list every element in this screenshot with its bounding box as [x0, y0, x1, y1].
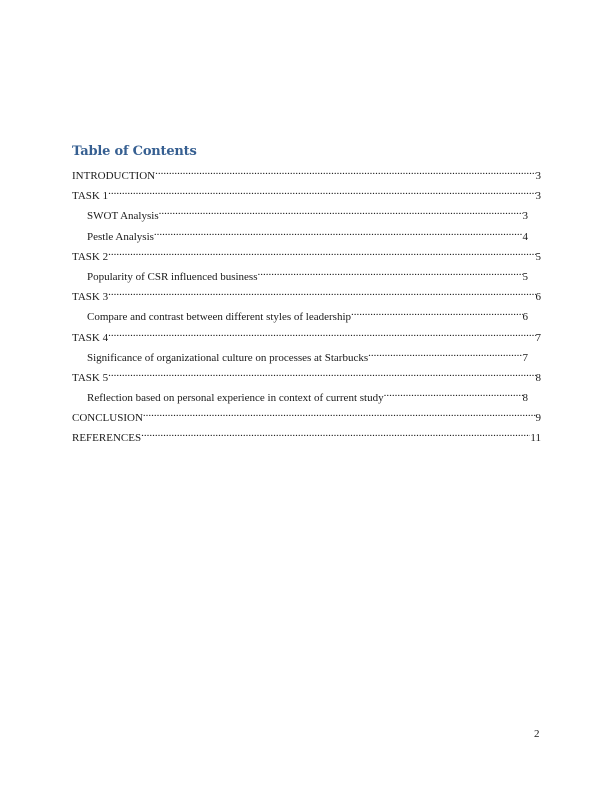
toc-entry-label: TASK 2 [72, 250, 109, 263]
dot-leader [159, 203, 523, 219]
toc-entry-label: TASK 3 [72, 291, 109, 304]
toc-entry-label: TASK 5 [72, 371, 109, 384]
dot-leader [155, 163, 535, 179]
dot-leader [351, 304, 522, 320]
toc-entry-leadership-styles[interactable] [72, 304, 528, 324]
dot-leader [108, 183, 535, 199]
toc-entry-page: 4 [522, 230, 528, 243]
dot-leader [141, 425, 530, 441]
toc-entry-task-4[interactable] [72, 325, 541, 345]
toc-entry-label: SWOT Analysis [87, 210, 159, 223]
toc-entry-conclusion[interactable] [72, 405, 541, 425]
dot-leader [384, 385, 523, 401]
toc-entry-organizational-culture[interactable] [72, 345, 528, 365]
toc-entry-task-3[interactable] [72, 284, 541, 304]
table-of-contents [72, 163, 542, 446]
toc-entry-label: TASK 4 [72, 331, 109, 344]
toc-entry-label: Pestle Analysis [87, 230, 154, 243]
dot-leader [108, 325, 535, 341]
dot-leader [154, 224, 523, 240]
page-number: 2 [534, 728, 540, 740]
toc-entry-label: Compare and contrast between different styles of leadership [87, 311, 352, 324]
toc-heading: Table of Contents [72, 144, 197, 159]
toc-entry-page: 6 [522, 311, 528, 324]
toc-entry-page: 5 [522, 270, 528, 283]
toc-entry-pestle-analysis[interactable] [72, 224, 528, 244]
toc-entry-page: 3 [535, 170, 541, 182]
toc-entry-page: 7 [535, 331, 541, 344]
toc-entry-label: Popularity of CSR influenced business [87, 270, 258, 283]
toc-entry-task-2[interactable] [72, 244, 541, 264]
dot-leader [258, 264, 523, 280]
toc-entry-introduction[interactable] [72, 163, 541, 183]
toc-entry-task-5[interactable] [72, 365, 541, 385]
dot-leader [108, 365, 535, 381]
toc-entry-page: 8 [535, 371, 541, 384]
toc-entry-label: TASK 1 [72, 190, 109, 203]
toc-entry-page: 9 [535, 412, 541, 425]
toc-entry-swot-analysis[interactable] [72, 203, 528, 223]
toc-entry-page: 3 [535, 190, 541, 203]
dot-leader [108, 244, 535, 260]
toc-entry-page: 11 [530, 432, 541, 445]
toc-entry-label: REFERENCES [72, 432, 142, 445]
dot-leader [368, 345, 522, 361]
toc-entry-csr-popularity[interactable] [72, 264, 528, 284]
toc-entry-page: 7 [522, 351, 528, 364]
toc-entry-page: 3 [522, 210, 528, 223]
toc-entry-label: INTRODUCTION [72, 170, 156, 182]
toc-entry-label: Significance of organizational culture on processes at Starbucks [87, 351, 369, 364]
toc-entry-page: 8 [522, 392, 528, 405]
toc-entry-reflection[interactable] [72, 385, 528, 405]
toc-entry-page: 5 [535, 250, 541, 263]
dot-leader [143, 405, 536, 421]
dot-leader [108, 284, 535, 300]
toc-entry-references[interactable] [72, 425, 541, 445]
toc-entry-task-1[interactable] [72, 183, 541, 203]
toc-entry-label: Reflection based on personal experience in context of current study [87, 392, 384, 405]
toc-entry-page: 6 [535, 291, 541, 304]
toc-entry-label: CONCLUSION [72, 412, 143, 425]
